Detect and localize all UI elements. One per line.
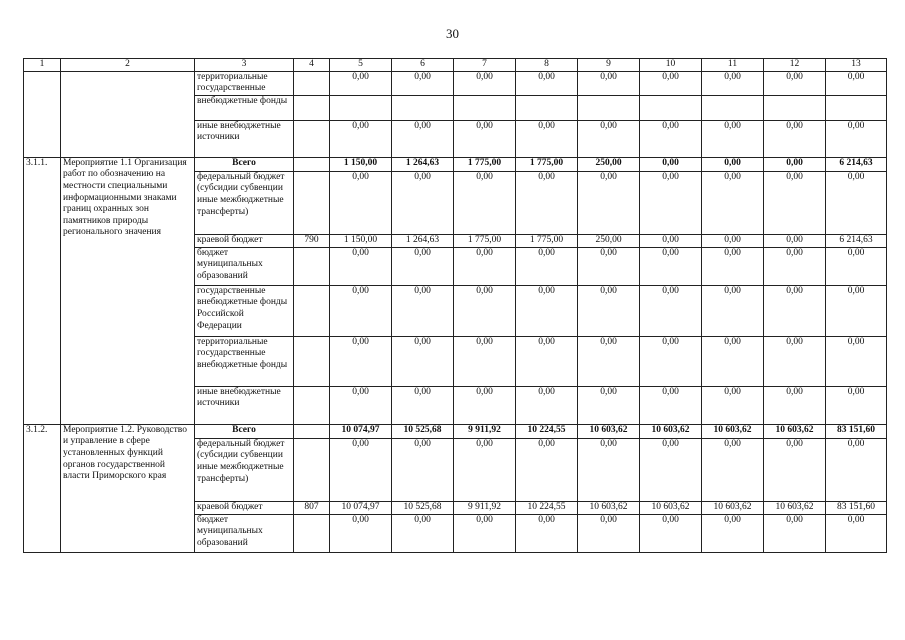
column-header: 5: [330, 59, 392, 72]
value-cell: 1 150,00: [330, 234, 392, 247]
budget-code: [294, 71, 330, 95]
value-cell: 0,00: [454, 438, 516, 501]
value-cell: 1 775,00: [516, 234, 578, 247]
table-row: [24, 424, 887, 438]
value-cell: 0,00: [640, 514, 702, 552]
value-cell: 0,00: [764, 157, 826, 171]
column-header: 7: [454, 59, 516, 72]
value-cell: 0,00: [640, 157, 702, 171]
value-cell: 0,00: [578, 285, 640, 336]
value-cell: 1 775,00: [516, 157, 578, 171]
budget-code: [294, 120, 330, 157]
funding-source: иные внебюджетные источники: [195, 386, 294, 424]
value-cell: [702, 95, 764, 120]
value-cell: 0,00: [516, 336, 578, 386]
value-cell: 0,00: [516, 247, 578, 285]
value-cell: 10 603,62: [764, 424, 826, 438]
value-cell: 0,00: [764, 171, 826, 234]
budget-code: [294, 336, 330, 386]
funding-source: краевой бюджет: [195, 234, 294, 247]
budget-code: 790: [294, 234, 330, 247]
value-cell: 0,00: [454, 171, 516, 234]
value-cell: 0,00: [454, 386, 516, 424]
funding-source: внебюджетные фонды: [195, 95, 294, 120]
value-cell: 0,00: [702, 157, 764, 171]
value-cell: 0,00: [330, 120, 392, 157]
value-cell: 83 151,60: [826, 501, 887, 514]
funding-source: бюджет муниципальных образований: [195, 514, 294, 552]
value-cell: 10 074,97: [330, 424, 392, 438]
funding-source: краевой бюджет: [195, 501, 294, 514]
value-cell: 10 603,62: [702, 424, 764, 438]
value-cell: 0,00: [392, 171, 454, 234]
value-cell: 10 603,62: [640, 501, 702, 514]
value-cell: 0,00: [640, 438, 702, 501]
measure-number: [24, 71, 61, 157]
value-cell: 0,00: [516, 386, 578, 424]
value-cell: 0,00: [578, 438, 640, 501]
value-cell: 0,00: [330, 514, 392, 552]
funding-source: иные внебюджетные источники: [195, 120, 294, 157]
funding-source: федеральный бюджет (субсидии субвенции иные межбюджетные трансферты): [195, 171, 294, 234]
value-cell: 0,00: [578, 120, 640, 157]
value-cell: [764, 95, 826, 120]
value-cell: 0,00: [516, 71, 578, 95]
funding-source: бюджет муниципальных образований: [195, 247, 294, 285]
value-cell: 0,00: [702, 336, 764, 386]
value-cell: 250,00: [578, 157, 640, 171]
budget-code: [294, 424, 330, 438]
value-cell: 0,00: [392, 247, 454, 285]
value-cell: 0,00: [764, 438, 826, 501]
value-cell: 1 775,00: [454, 234, 516, 247]
value-cell: 0,00: [454, 120, 516, 157]
value-cell: 0,00: [330, 336, 392, 386]
funding-source: территориальные государственные: [195, 71, 294, 95]
budget-code: [294, 171, 330, 234]
value-cell: 0,00: [392, 285, 454, 336]
value-cell: 0,00: [826, 386, 887, 424]
value-cell: 10 074,97: [330, 501, 392, 514]
measure-number: 3.1.2.: [24, 424, 61, 552]
value-cell: 0,00: [764, 514, 826, 552]
value-cell: 0,00: [826, 71, 887, 95]
value-cell: 0,00: [764, 234, 826, 247]
budget-code: [294, 285, 330, 336]
column-header: 12: [764, 59, 826, 72]
value-cell: 0,00: [764, 120, 826, 157]
value-cell: 1 264,63: [392, 157, 454, 171]
value-cell: 0,00: [454, 336, 516, 386]
value-cell: 0,00: [764, 386, 826, 424]
value-cell: 83 151,60: [826, 424, 887, 438]
value-cell: 0,00: [516, 120, 578, 157]
budget-code: [294, 386, 330, 424]
value-cell: 0,00: [826, 120, 887, 157]
value-cell: 0,00: [392, 71, 454, 95]
value-cell: 10 525,68: [392, 501, 454, 514]
value-cell: 0,00: [578, 336, 640, 386]
value-cell: 10 224,55: [516, 424, 578, 438]
column-header: 10: [640, 59, 702, 72]
value-cell: [640, 95, 702, 120]
funding-source: государственные внебюджетные фонды Российской Федерации: [195, 285, 294, 336]
value-cell: 9 911,92: [454, 501, 516, 514]
column-header: 1: [24, 59, 61, 72]
value-cell: 0,00: [454, 285, 516, 336]
value-cell: 0,00: [764, 247, 826, 285]
value-cell: 0,00: [330, 247, 392, 285]
value-cell: 0,00: [640, 171, 702, 234]
value-cell: 0,00: [516, 514, 578, 552]
value-cell: 0,00: [392, 120, 454, 157]
column-header: 6: [392, 59, 454, 72]
value-cell: 0,00: [826, 171, 887, 234]
value-cell: 0,00: [454, 514, 516, 552]
value-cell: 0,00: [578, 386, 640, 424]
value-cell: 10 603,62: [764, 501, 826, 514]
value-cell: 0,00: [516, 171, 578, 234]
budget-code: [294, 247, 330, 285]
value-cell: 0,00: [392, 386, 454, 424]
budget-code: [294, 95, 330, 120]
value-cell: 0,00: [640, 336, 702, 386]
value-cell: 10 224,55: [516, 501, 578, 514]
value-cell: 0,00: [454, 71, 516, 95]
value-cell: [826, 95, 887, 120]
value-cell: [516, 95, 578, 120]
value-cell: 0,00: [826, 247, 887, 285]
value-cell: 0,00: [702, 514, 764, 552]
value-cell: 0,00: [516, 285, 578, 336]
value-cell: 0,00: [330, 71, 392, 95]
column-header: 3: [195, 59, 294, 72]
column-header: 2: [61, 59, 195, 72]
value-cell: 1 775,00: [454, 157, 516, 171]
value-cell: 250,00: [578, 234, 640, 247]
value-cell: 0,00: [330, 171, 392, 234]
value-cell: 0,00: [392, 336, 454, 386]
value-cell: 0,00: [330, 285, 392, 336]
budget-code: [294, 514, 330, 552]
budget-code: 807: [294, 501, 330, 514]
value-cell: 0,00: [764, 285, 826, 336]
value-cell: 0,00: [640, 285, 702, 336]
value-cell: 0,00: [578, 514, 640, 552]
value-cell: 0,00: [330, 438, 392, 501]
column-header: 13: [826, 59, 887, 72]
value-cell: 0,00: [640, 120, 702, 157]
budget-code: [294, 157, 330, 171]
value-cell: 0,00: [764, 71, 826, 95]
page-number: 30: [446, 26, 459, 41]
funding-source: Всего: [195, 157, 294, 171]
value-cell: 0,00: [702, 71, 764, 95]
value-cell: 0,00: [702, 386, 764, 424]
measure-name: Мероприятие 1.2. Руководство и управление в сфере установленных функций органов государственной власти Приморского края: [61, 424, 195, 552]
column-header: 8: [516, 59, 578, 72]
value-cell: 10 603,62: [578, 424, 640, 438]
value-cell: 1 264,63: [392, 234, 454, 247]
header-row: [24, 59, 887, 72]
value-cell: 10 603,62: [640, 424, 702, 438]
measure-name: [61, 71, 195, 157]
value-cell: 0,00: [330, 386, 392, 424]
budget-table: [23, 58, 887, 553]
value-cell: 0,00: [764, 336, 826, 386]
value-cell: 0,00: [826, 336, 887, 386]
value-cell: 0,00: [578, 247, 640, 285]
value-cell: 0,00: [640, 386, 702, 424]
value-cell: 0,00: [578, 171, 640, 234]
value-cell: 0,00: [702, 171, 764, 234]
value-cell: 0,00: [640, 71, 702, 95]
funding-source: федеральный бюджет (субсидии субвенции иные межбюджетные трансферты): [195, 438, 294, 501]
value-cell: [454, 95, 516, 120]
value-cell: 10 525,68: [392, 424, 454, 438]
value-cell: 0,00: [578, 71, 640, 95]
value-cell: [578, 95, 640, 120]
value-cell: 0,00: [826, 285, 887, 336]
value-cell: 6 214,63: [826, 234, 887, 247]
budget-code: [294, 438, 330, 501]
value-cell: 9 911,92: [454, 424, 516, 438]
value-cell: 0,00: [392, 514, 454, 552]
value-cell: [330, 95, 392, 120]
value-cell: 0,00: [826, 438, 887, 501]
value-cell: 0,00: [826, 514, 887, 552]
value-cell: 0,00: [516, 438, 578, 501]
value-cell: 0,00: [640, 234, 702, 247]
table-row: [24, 71, 887, 95]
value-cell: 6 214,63: [826, 157, 887, 171]
measure-name: Мероприятие 1.1 Организация работ по обозначению на местности специальными информационными знаками границ охранных зон памятников природы регионального значения: [61, 157, 195, 424]
value-cell: 0,00: [640, 247, 702, 285]
value-cell: 0,00: [702, 234, 764, 247]
value-cell: [392, 95, 454, 120]
column-header: 9: [578, 59, 640, 72]
column-header: 11: [702, 59, 764, 72]
value-cell: 0,00: [702, 285, 764, 336]
value-cell: 1 150,00: [330, 157, 392, 171]
value-cell: 0,00: [392, 438, 454, 501]
funding-source: территориальные государственные внебюджетные фонды: [195, 336, 294, 386]
value-cell: 0,00: [454, 247, 516, 285]
value-cell: 0,00: [702, 120, 764, 157]
value-cell: 0,00: [702, 247, 764, 285]
measure-number: 3.1.1.: [24, 157, 61, 424]
value-cell: 0,00: [702, 438, 764, 501]
table-row: [24, 157, 887, 171]
value-cell: 10 603,62: [702, 501, 764, 514]
value-cell: 10 603,62: [578, 501, 640, 514]
column-header: 4: [294, 59, 330, 72]
funding-source: Всего: [195, 424, 294, 438]
